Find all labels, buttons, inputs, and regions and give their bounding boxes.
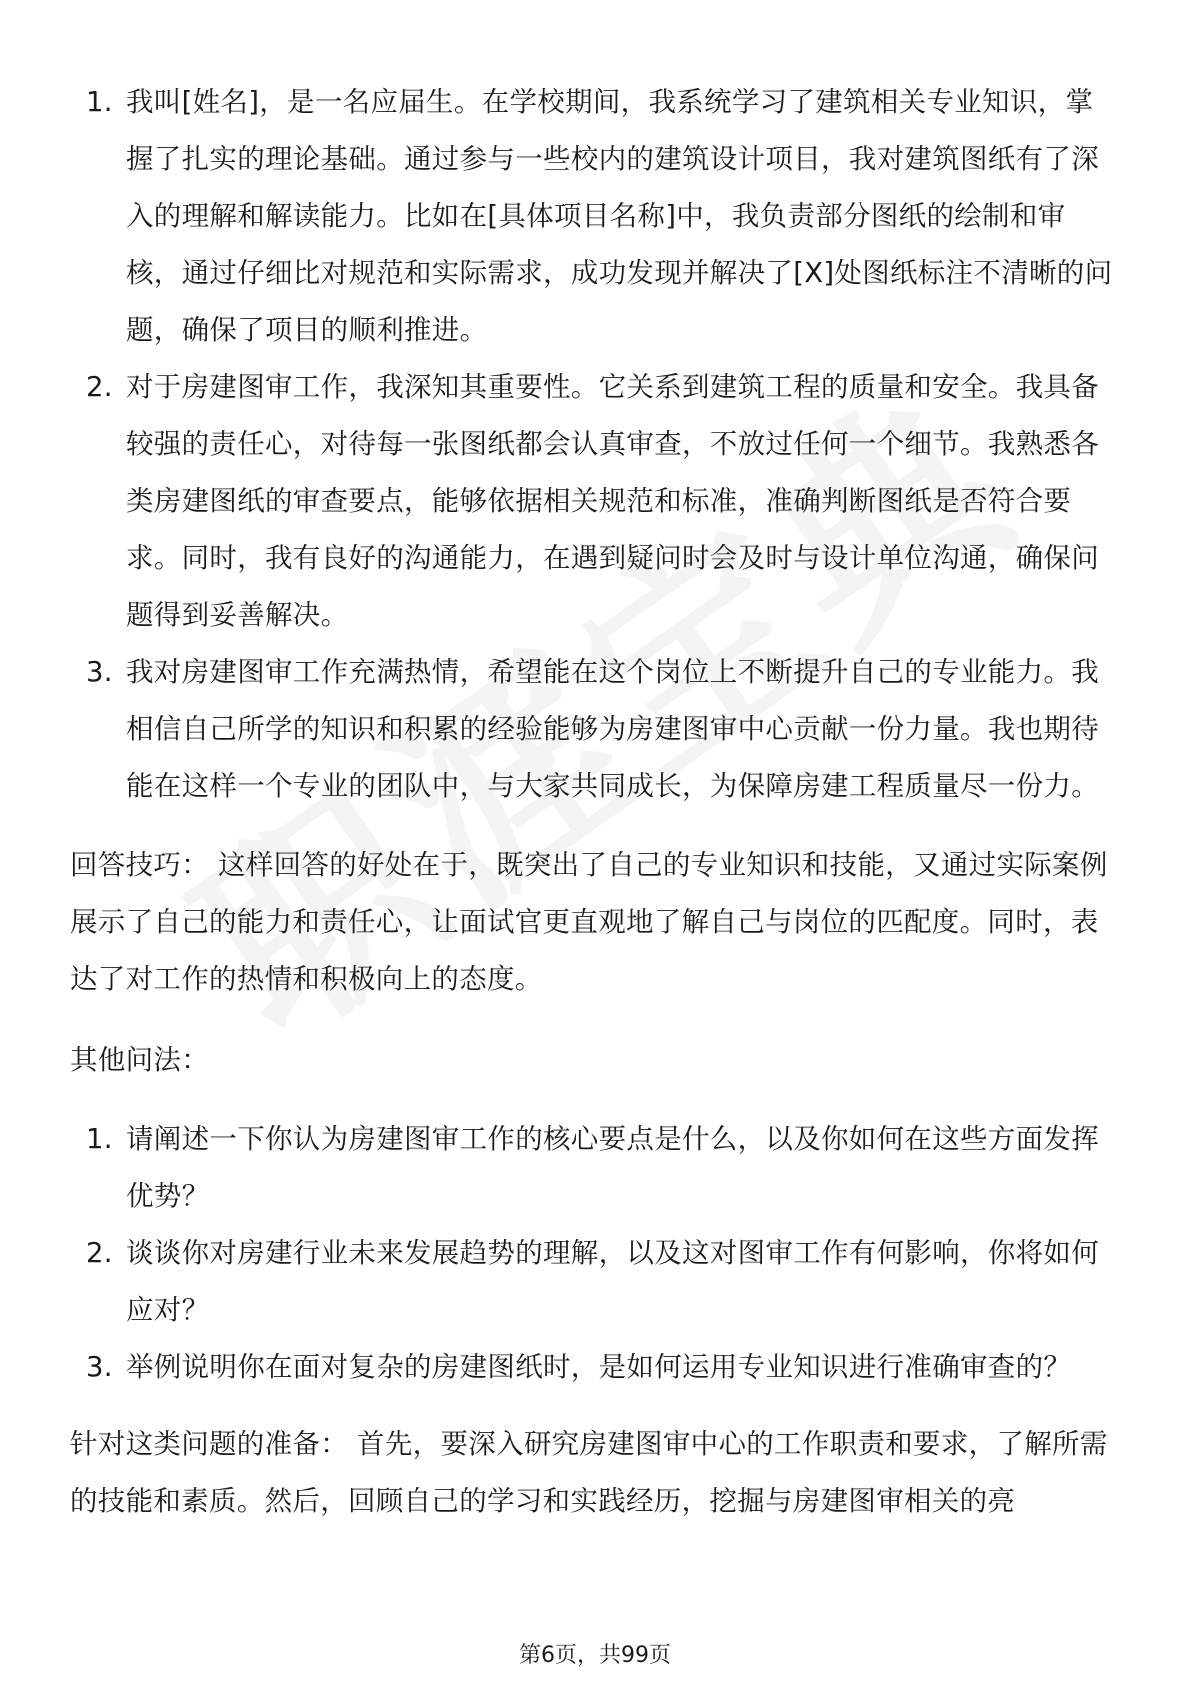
list-item-number: 3. (86, 656, 113, 688)
list-item-number: 2. (86, 1237, 113, 1269)
answer-tips-paragraph: 回答技巧： 这样回答的好处在于，既突出了自己的专业知识和技能，又通过实际案例展示了自己的能力和责任心，让面试官更直观地了解自己与岗位的匹配度。同时，表达了对工作的热情和积极向上的态度。 (70, 849, 1108, 995)
list-item-number: 2. (86, 371, 113, 403)
list-item-text: 我叫[姓名]，是一名应届生。在学校期间，我系统学习了建筑相关专业知识，掌握了扎实的理论基础。通过参与一些校内的建筑设计项目，我对建筑图纸有了深入的理解和解读能力。比如在[具体项目名称]中，我负责部分图纸的绘制和审核，通过仔细比对规范和实际需求，成功发现并解决了[X]处图纸标注不清晰的问题，确保了项目的顺利推进。 (126, 86, 1113, 346)
answer-list (70, 74, 1120, 815)
list-item (70, 74, 1120, 359)
list-item-text: 我对房建图审工作充满热情，希望能在这个岗位上不断提升自己的专业能力。我相信自己所学的知识和积累的经验能够为房建图审中心贡献一份力量。我也期待能在这样一个专业的团队中，与大家共同成长，为保障房建工程质量尽一份力。 (126, 656, 1099, 802)
other-questions-heading: 其他问法： (70, 1044, 209, 1076)
page-number-footer: 第6页，共99页 (519, 1643, 671, 1668)
list-item (70, 1111, 1120, 1225)
list-item-text: 请阐述一下你认为房建图审工作的核心要点是什么，以及你如何在这些方面发挥优势？ (126, 1123, 1099, 1212)
list-item-text: 谈谈你对房建行业未来发展趋势的理解，以及这对图审工作有何影响，你将如何应对？ (126, 1237, 1099, 1326)
list-item-number: 3. (86, 1351, 113, 1383)
list-item-number: 1. (86, 86, 113, 118)
list-item-number: 1. (86, 1123, 113, 1155)
list-item (70, 1339, 1120, 1396)
list-item (70, 644, 1120, 815)
list-item (70, 1225, 1120, 1339)
preparation-paragraph: 针对这类问题的准备： 首先，要深入研究房建图审中心的工作职责和要求，了解所需的技能和素质。然后，回顾自己的学习和实践经历，挖掘与房建图审相关的亮 (70, 1428, 1108, 1517)
list-item-text: 举例说明你在面对复杂的房建图纸时，是如何运用专业知识进行准确审查的？ (126, 1351, 1072, 1383)
list-item-text: 对于房建图审工作，我深知其重要性。它关系到建筑工程的质量和安全。我具备较强的责任心，对待每一张图纸都会认真审查，不放过任何一个细节。我熟悉各类房建图纸的审查要点，能够依据相关规范和标准，准确判断图纸是否符合要求。同时，我有良好的沟通能力，在遇到疑问时会及时与设计单位沟通，确保问题得到妥善解决。 (126, 371, 1099, 631)
list-item (70, 359, 1120, 644)
other-questions-list (70, 1111, 1120, 1396)
page-content (70, 74, 1120, 1530)
